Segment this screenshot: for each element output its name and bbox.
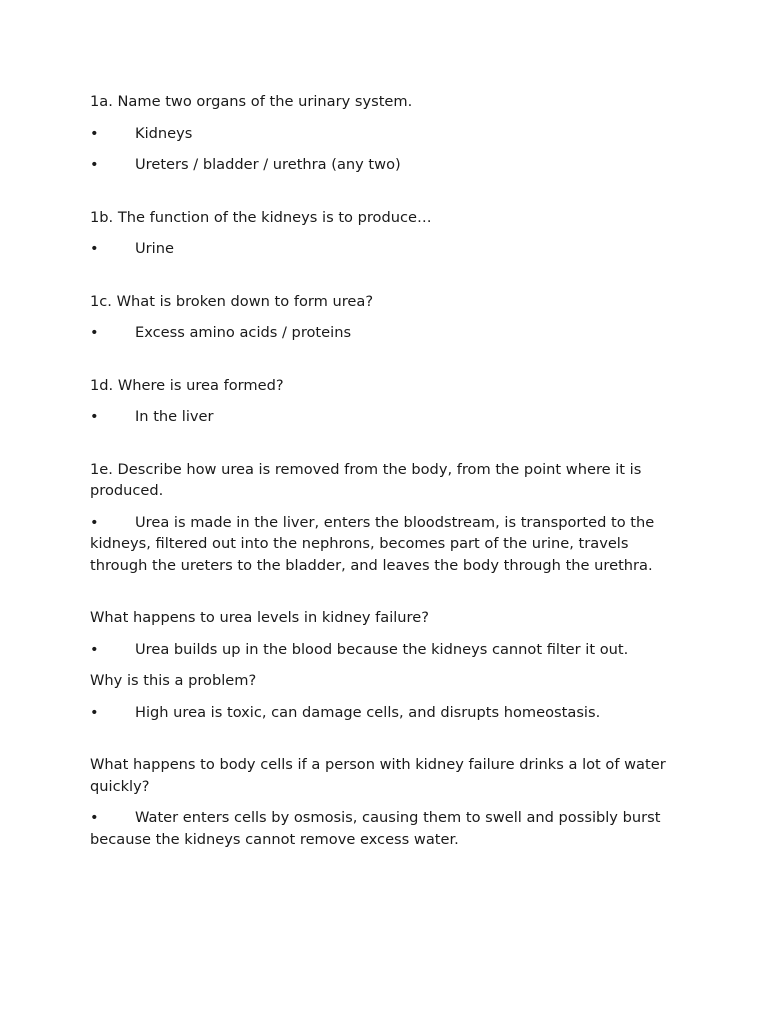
question-water: What happens to body cells if a person with kidney failure drinks a lot of water quickly? <box>90 756 666 795</box>
section-1b <box>90 207 690 260</box>
bullet-marker: • <box>90 240 99 257</box>
question-1d: 1d. Where is urea formed? <box>90 376 284 394</box>
answer-text: Excess amino acids / proteins <box>135 324 352 341</box>
question-1b: 1b. The function of the kidneys is to produce… <box>90 208 432 226</box>
answer-bullet <box>90 238 690 260</box>
question-1a: 1a. Name two organs of the urinary system. <box>90 93 413 110</box>
answer-text: Water enters cells by osmosis, causing them to swell and possibly burst because the kidneys cannot remove excess water. <box>90 809 661 848</box>
section-1d <box>90 375 690 428</box>
answer-bullet <box>90 406 690 428</box>
section-1c <box>90 291 690 344</box>
bullet-marker: • <box>90 703 99 721</box>
answer-bullet <box>90 322 690 344</box>
section-kidney-failure <box>90 607 690 723</box>
answer-text: High urea is toxic, can damage cells, and disrupts homeostasis. <box>135 703 601 721</box>
section-water-intake <box>90 754 690 850</box>
answer-text: Kidneys <box>135 124 193 142</box>
bullet-marker: • <box>90 124 99 142</box>
answer-bullet <box>90 154 690 176</box>
bullet-marker: • <box>90 156 99 173</box>
bullet-marker: • <box>90 513 99 531</box>
question-urea-levels: What happens to urea levels in kidney failure? <box>90 609 429 626</box>
question-1c: 1c. What is broken down to form urea? <box>90 292 374 310</box>
answer-bullet <box>90 123 690 145</box>
document-page <box>90 91 690 850</box>
bullet-marker: • <box>90 324 99 341</box>
answer-bullet <box>90 702 690 724</box>
answer-bullet <box>90 807 690 850</box>
answer-bullet <box>90 639 690 661</box>
question-1e: 1e. Describe how urea is removed from the body, from the point where it is produced. <box>90 460 642 499</box>
answer-bullet <box>90 512 690 577</box>
section-1a <box>90 91 690 176</box>
answer-text: Urine <box>135 240 174 257</box>
answer-text: Urea is made in the liver, enters the bloodstream, is transported to the kidneys, filtered out into the nephrons, becomes part of the urine, travels through the ureters to the bladder, and leaves the body through the urethra. <box>90 513 655 574</box>
bullet-marker: • <box>90 640 99 658</box>
bullet-marker: • <box>90 809 99 826</box>
answer-text: In the liver <box>135 408 214 425</box>
bullet-marker: • <box>90 408 99 425</box>
answer-text: Urea builds up in the blood because the kidneys cannot filter it out. <box>135 640 629 658</box>
answer-text: Ureters / bladder / urethra (any two) <box>135 156 401 173</box>
question-why-problem: Why is this a problem? <box>90 672 257 689</box>
section-1e <box>90 459 690 577</box>
